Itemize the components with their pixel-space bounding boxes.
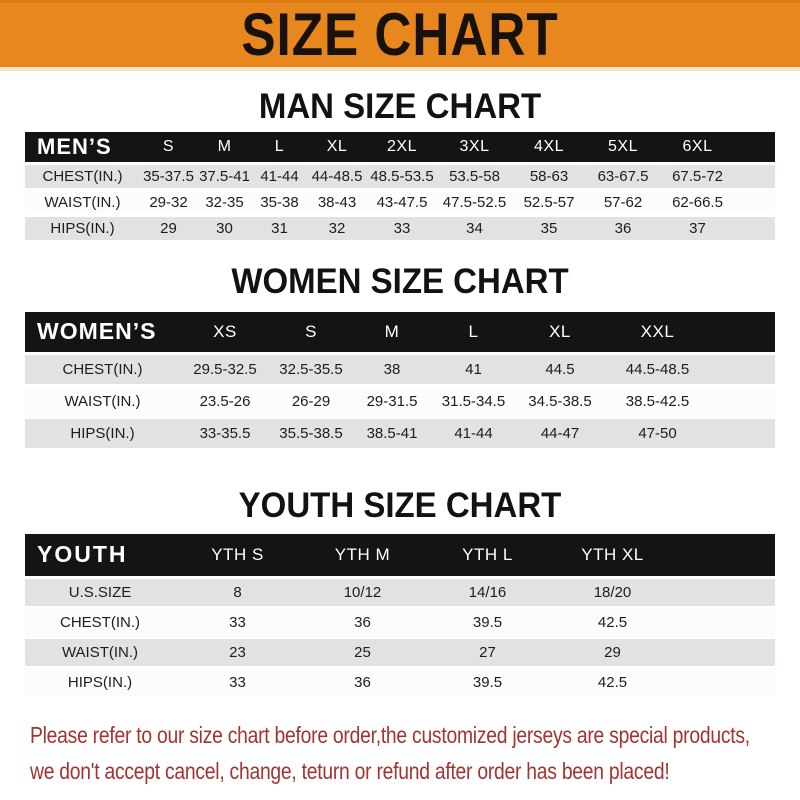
table-row (25, 579, 775, 606)
row-filler-cell (710, 419, 775, 448)
size-value-cell: 31.5-34.5 (432, 387, 515, 416)
row-filler-cell (675, 669, 775, 696)
table-row (25, 669, 775, 696)
row-filler-cell (710, 387, 775, 416)
size-value-cell: 29-31.5 (352, 387, 432, 416)
youth-section-heading: YOUTH SIZE CHART (238, 484, 562, 525)
size-value-cell: 48.5-53.5 (367, 165, 437, 188)
size-value-cell: 43-47.5 (367, 191, 437, 214)
size-value-cell: 30 (197, 217, 252, 240)
section-men (0, 85, 800, 243)
disclaimer-line-1: Please refer to our size chart before order,the customized jerseys are special products, (30, 721, 750, 748)
size-value-cell: 25 (300, 639, 425, 666)
size-column-header: M (197, 132, 252, 162)
table-row (25, 165, 775, 188)
measure-row-label: WAIST(IN.) (25, 387, 180, 416)
size-value-cell: 57-62 (586, 191, 660, 214)
men-size-table (25, 129, 775, 243)
table-title-cell: MEN’S (25, 132, 140, 162)
size-value-cell: 41 (432, 355, 515, 384)
size-column-header: YTH M (300, 534, 425, 576)
row-filler-cell (735, 165, 775, 188)
size-column-header: XL (307, 132, 367, 162)
size-value-cell: 39.5 (425, 609, 550, 636)
measure-row-label: CHEST(IN.) (25, 355, 180, 384)
size-value-cell: 63-67.5 (586, 165, 660, 188)
measure-row-label: CHEST(IN.) (25, 609, 175, 636)
size-value-cell: 31 (252, 217, 307, 240)
table-title-cell: YOUTH (25, 534, 175, 576)
size-value-cell: 36 (300, 609, 425, 636)
row-filler-cell (675, 639, 775, 666)
size-value-cell: 26-29 (270, 387, 352, 416)
measure-row-label: HIPS(IN.) (25, 217, 140, 240)
size-value-cell: 41-44 (252, 165, 307, 188)
size-column-header: 6XL (660, 132, 735, 162)
women-size-table (25, 309, 775, 451)
size-value-cell: 33 (367, 217, 437, 240)
size-column-header: 3XL (437, 132, 512, 162)
size-column-header: L (252, 132, 307, 162)
size-value-cell: 34 (437, 217, 512, 240)
measure-row-label: HIPS(IN.) (25, 419, 180, 448)
table-header-row (25, 132, 775, 162)
size-value-cell: 32.5-35.5 (270, 355, 352, 384)
size-value-cell: 27 (425, 639, 550, 666)
size-value-cell: 29.5-32.5 (180, 355, 270, 384)
page-title: SIZE CHART (241, 1, 559, 69)
size-column-header: 2XL (367, 132, 437, 162)
disclaimer (30, 721, 800, 786)
size-column-header: YTH XL (550, 534, 675, 576)
table-header-row (25, 312, 775, 352)
size-value-cell: 38.5-41 (352, 419, 432, 448)
size-value-cell: 35.5-38.5 (270, 419, 352, 448)
header-filler-cell (710, 312, 775, 352)
row-filler-cell (735, 217, 775, 240)
table-row (25, 191, 775, 214)
size-column-header: 4XL (512, 132, 586, 162)
size-value-cell: 33 (175, 609, 300, 636)
table-row (25, 217, 775, 240)
size-value-cell: 35 (512, 217, 586, 240)
size-column-header: S (270, 312, 352, 352)
size-value-cell: 23 (175, 639, 300, 666)
size-column-header: L (432, 312, 515, 352)
measure-row-label: CHEST(IN.) (25, 165, 140, 188)
size-value-cell: 34.5-38.5 (515, 387, 605, 416)
size-column-header: 5XL (586, 132, 660, 162)
size-value-cell: 41-44 (432, 419, 515, 448)
disclaimer-line-2: we don't accept cancel, change, teturn or refund after order has been placed! (30, 757, 670, 784)
header-filler-cell (735, 132, 775, 162)
table-row (25, 639, 775, 666)
size-column-header: YTH L (425, 534, 550, 576)
size-value-cell: 8 (175, 579, 300, 606)
size-value-cell: 29-32 (140, 191, 197, 214)
size-column-header: XS (180, 312, 270, 352)
size-value-cell: 67.5-72 (660, 165, 735, 188)
size-value-cell: 35-38 (252, 191, 307, 214)
table-row (25, 355, 775, 384)
size-value-cell: 44.5-48.5 (605, 355, 710, 384)
size-value-cell: 33-35.5 (180, 419, 270, 448)
measure-row-label: HIPS(IN.) (25, 669, 175, 696)
size-value-cell: 44-48.5 (307, 165, 367, 188)
measure-row-label: WAIST(IN.) (25, 639, 175, 666)
row-filler-cell (675, 609, 775, 636)
size-value-cell: 36 (300, 669, 425, 696)
size-column-header: XXL (605, 312, 710, 352)
size-value-cell: 39.5 (425, 669, 550, 696)
size-value-cell: 29 (140, 217, 197, 240)
men-section-heading: MAN SIZE CHART (258, 85, 542, 126)
size-value-cell: 52.5-57 (512, 191, 586, 214)
size-column-header: XL (515, 312, 605, 352)
size-value-cell: 32-35 (197, 191, 252, 214)
header-filler-cell (675, 534, 775, 576)
section-youth (0, 484, 800, 699)
banner (0, 0, 800, 71)
row-filler-cell (710, 355, 775, 384)
size-value-cell: 42.5 (550, 669, 675, 696)
size-value-cell: 23.5-26 (180, 387, 270, 416)
size-value-cell: 14/16 (425, 579, 550, 606)
size-value-cell: 38-43 (307, 191, 367, 214)
size-value-cell: 62-66.5 (660, 191, 735, 214)
section-women (0, 260, 800, 450)
women-section-heading: WOMEN SIZE CHART (231, 260, 569, 301)
table-title-cell: WOMEN’S (25, 312, 180, 352)
size-value-cell: 37.5-41 (197, 165, 252, 188)
table-header-row (25, 534, 775, 576)
size-value-cell: 47.5-52.5 (437, 191, 512, 214)
size-value-cell: 44.5 (515, 355, 605, 384)
size-value-cell: 42.5 (550, 609, 675, 636)
size-value-cell: 38 (352, 355, 432, 384)
table-row (25, 387, 775, 416)
size-value-cell: 10/12 (300, 579, 425, 606)
size-column-header: YTH S (175, 534, 300, 576)
size-value-cell: 36 (586, 217, 660, 240)
size-value-cell: 35-37.5 (140, 165, 197, 188)
size-value-cell: 32 (307, 217, 367, 240)
youth-size-table (25, 531, 775, 699)
measure-row-label: U.S.SIZE (25, 579, 175, 606)
row-filler-cell (735, 191, 775, 214)
size-value-cell: 58-63 (512, 165, 586, 188)
table-row (25, 609, 775, 636)
size-column-header: S (140, 132, 197, 162)
size-value-cell: 38.5-42.5 (605, 387, 710, 416)
size-value-cell: 37 (660, 217, 735, 240)
row-filler-cell (675, 579, 775, 606)
table-row (25, 419, 775, 448)
size-value-cell: 18/20 (550, 579, 675, 606)
size-value-cell: 44-47 (515, 419, 605, 448)
measure-row-label: WAIST(IN.) (25, 191, 140, 214)
size-column-header: M (352, 312, 432, 352)
size-value-cell: 53.5-58 (437, 165, 512, 188)
size-value-cell: 29 (550, 639, 675, 666)
size-value-cell: 47-50 (605, 419, 710, 448)
size-value-cell: 33 (175, 669, 300, 696)
